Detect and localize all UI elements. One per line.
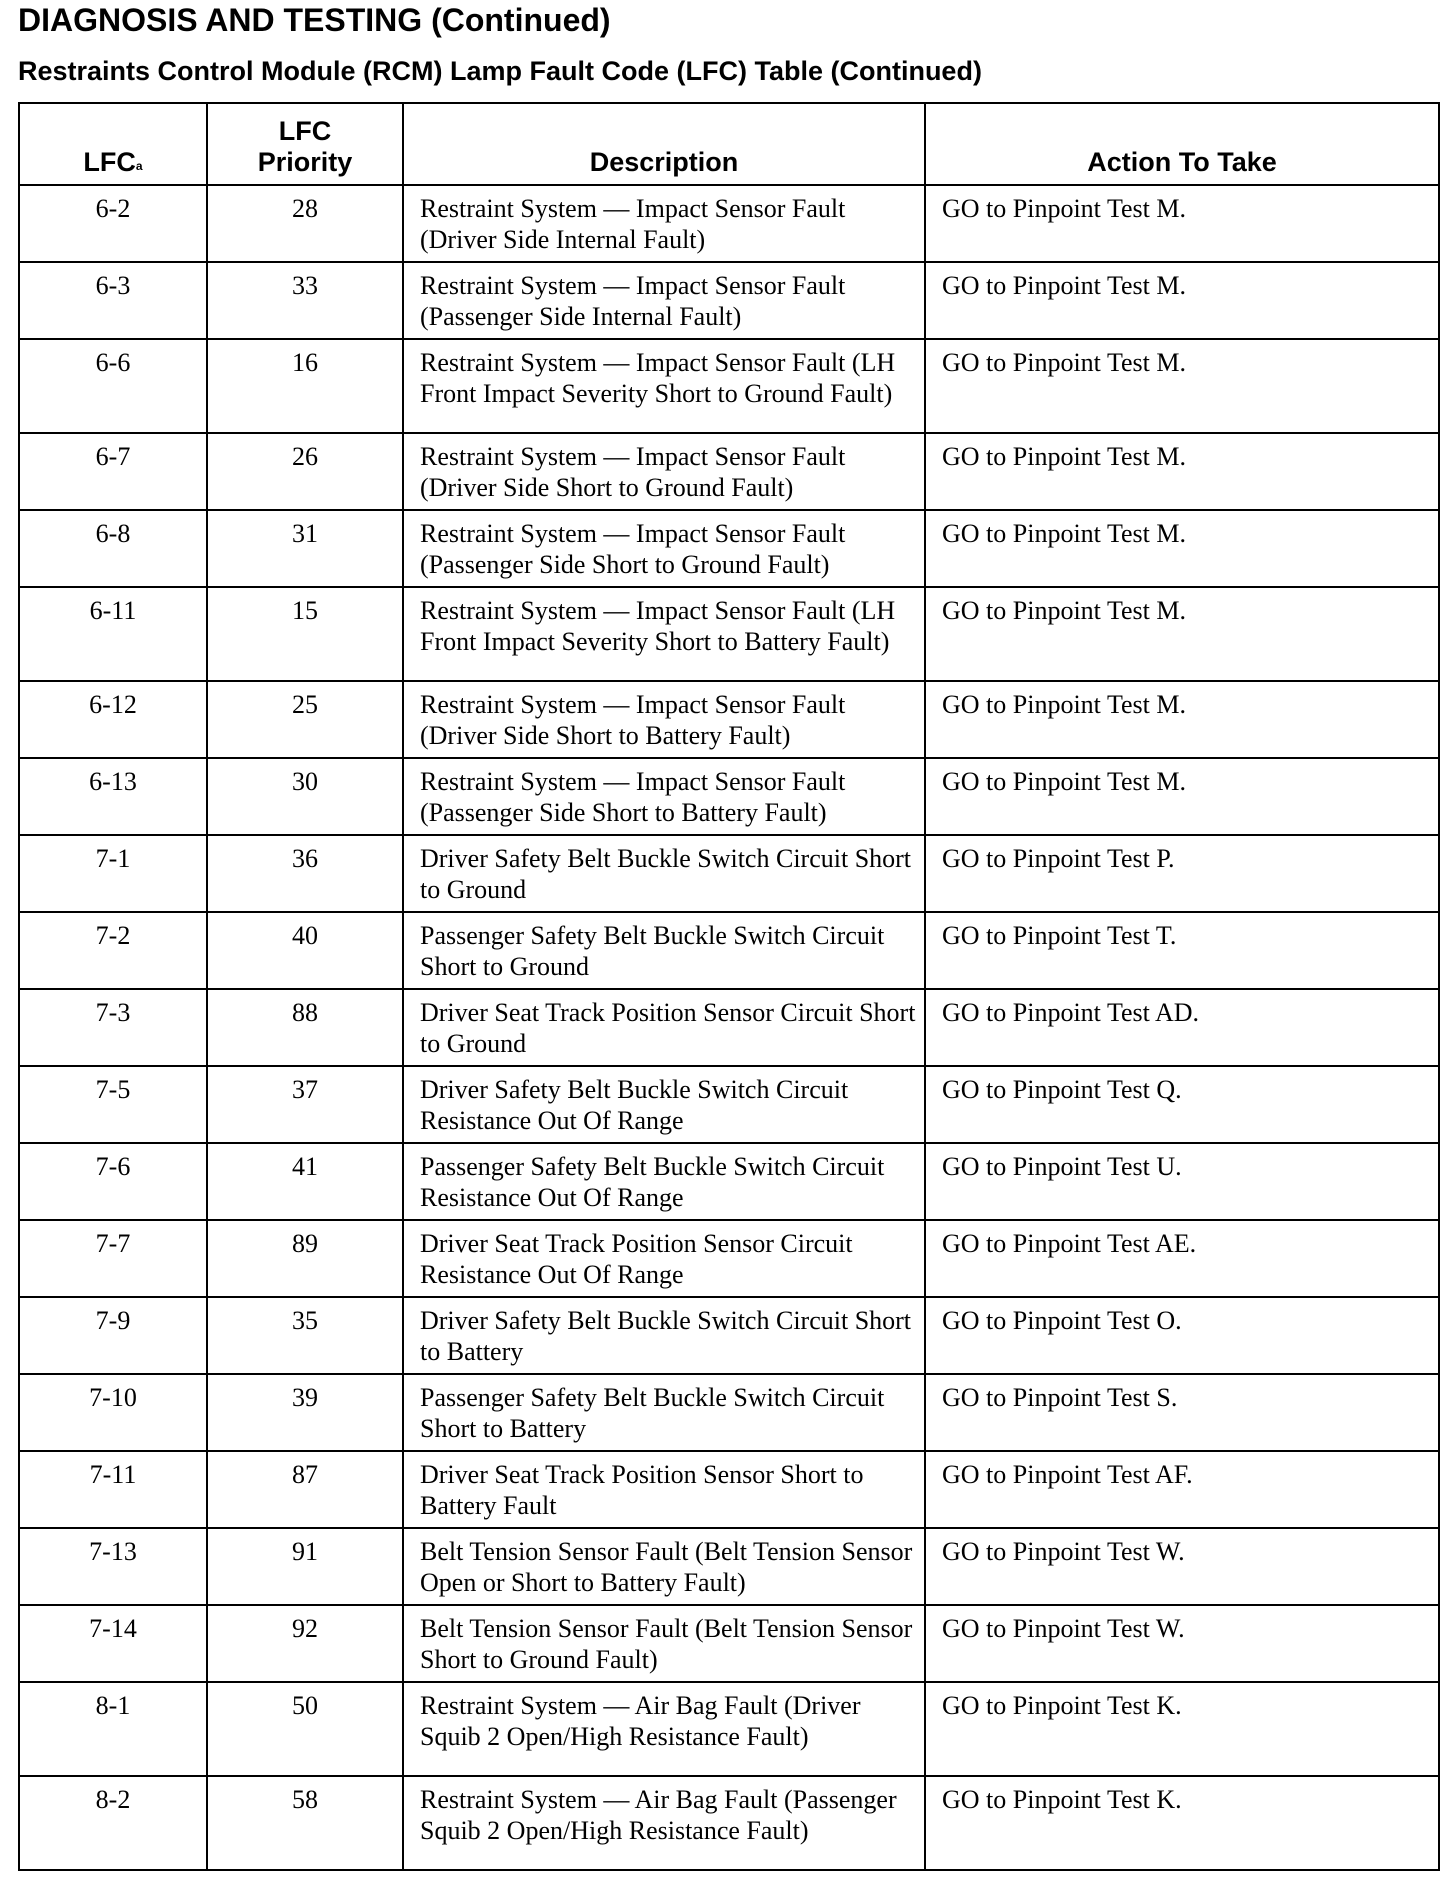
cell-priority: 15 <box>207 587 403 681</box>
cell-action: GO to Pinpoint Test AD. <box>925 989 1439 1066</box>
cell-lfc: 7-3 <box>19 989 207 1066</box>
table-row <box>19 587 1439 681</box>
footnote-marker: a <box>135 159 143 173</box>
cell-description: Driver Seat Track Position Sensor Short to Battery Fault <box>403 1451 925 1528</box>
cell-action: GO to Pinpoint Test M. <box>925 433 1439 510</box>
table-row <box>19 835 1439 912</box>
cell-action: GO to Pinpoint Test M. <box>925 510 1439 587</box>
cell-description: Driver Safety Belt Buckle Switch Circuit Short to Ground <box>403 835 925 912</box>
table-row <box>19 1605 1439 1682</box>
cell-lfc: 6-6 <box>19 339 207 433</box>
cell-description: Restraint System — Impact Sensor Fault (Driver Side Short to Ground Fault) <box>403 433 925 510</box>
table-row <box>19 510 1439 587</box>
cell-action: GO to Pinpoint Test Q. <box>925 1066 1439 1143</box>
cell-action: GO to Pinpoint Test M. <box>925 339 1439 433</box>
cell-lfc: 7-1 <box>19 835 207 912</box>
table-row <box>19 1528 1439 1605</box>
cell-action: GO to Pinpoint Test AF. <box>925 1451 1439 1528</box>
cell-action: GO to Pinpoint Test P. <box>925 835 1439 912</box>
cell-priority: 50 <box>207 1682 403 1776</box>
cell-lfc: 7-9 <box>19 1297 207 1374</box>
cell-action: GO to Pinpoint Test K. <box>925 1682 1439 1776</box>
cell-lfc: 7-14 <box>19 1605 207 1682</box>
cell-priority: 30 <box>207 758 403 835</box>
cell-description: Restraint System — Air Bag Fault (Driver Squib 2 Open/High Resistance Fault) <box>403 1682 925 1776</box>
cell-description: Restraint System — Impact Sensor Fault (Driver Side Internal Fault) <box>403 185 925 262</box>
cell-priority: 92 <box>207 1605 403 1682</box>
cell-description: Restraint System — Impact Sensor Fault (Passenger Side Internal Fault) <box>403 262 925 339</box>
cell-lfc: 6-8 <box>19 510 207 587</box>
cell-priority: 40 <box>207 912 403 989</box>
cell-action: GO to Pinpoint Test M. <box>925 587 1439 681</box>
cell-lfc: 7-13 <box>19 1528 207 1605</box>
page-title: DIAGNOSIS AND TESTING (Continued) <box>18 2 611 38</box>
table-row <box>19 1066 1439 1143</box>
cell-action: GO to Pinpoint Test M. <box>925 681 1439 758</box>
cell-lfc: 7-10 <box>19 1374 207 1451</box>
cell-lfc: 7-11 <box>19 1451 207 1528</box>
cell-priority: 16 <box>207 339 403 433</box>
cell-description: Belt Tension Sensor Fault (Belt Tension Sensor Open or Short to Battery Fault) <box>403 1528 925 1605</box>
cell-description: Passenger Safety Belt Buckle Switch Circuit Short to Ground <box>403 912 925 989</box>
cell-action: GO to Pinpoint Test M. <box>925 262 1439 339</box>
table-row <box>19 1220 1439 1297</box>
cell-priority: 37 <box>207 1066 403 1143</box>
table-row <box>19 339 1439 433</box>
cell-lfc: 6-7 <box>19 433 207 510</box>
cell-lfc: 7-2 <box>19 912 207 989</box>
cell-description: Restraint System — Impact Sensor Fault (LH Front Impact Severity Short to Ground Fault) <box>403 339 925 433</box>
cell-priority: 26 <box>207 433 403 510</box>
table-row <box>19 1374 1439 1451</box>
table-row <box>19 1143 1439 1220</box>
cell-priority: 41 <box>207 1143 403 1220</box>
cell-description: Restraint System — Air Bag Fault (Passenger Squib 2 Open/High Resistance Fault) <box>403 1776 925 1870</box>
table-row <box>19 1776 1439 1870</box>
cell-lfc: 6-11 <box>19 587 207 681</box>
cell-action: GO to Pinpoint Test S. <box>925 1374 1439 1451</box>
cell-lfc: 8-2 <box>19 1776 207 1870</box>
cell-priority: 25 <box>207 681 403 758</box>
cell-description: Restraint System — Impact Sensor Fault (Passenger Side Short to Ground Fault) <box>403 510 925 587</box>
cell-description: Driver Safety Belt Buckle Switch Circuit Resistance Out Of Range <box>403 1066 925 1143</box>
column-header-action: Action To Take <box>925 103 1439 185</box>
cell-lfc: 8-1 <box>19 1682 207 1776</box>
cell-description: Driver Seat Track Position Sensor Circuit Resistance Out Of Range <box>403 1220 925 1297</box>
cell-action: GO to Pinpoint Test T. <box>925 912 1439 989</box>
cell-description: Restraint System — Impact Sensor Fault (LH Front Impact Severity Short to Battery Fault) <box>403 587 925 681</box>
cell-priority: 87 <box>207 1451 403 1528</box>
table-row <box>19 681 1439 758</box>
cell-priority: 91 <box>207 1528 403 1605</box>
cell-priority: 36 <box>207 835 403 912</box>
cell-action: GO to Pinpoint Test U. <box>925 1143 1439 1220</box>
cell-action: GO to Pinpoint Test AE. <box>925 1220 1439 1297</box>
table-row <box>19 1451 1439 1528</box>
cell-priority: 28 <box>207 185 403 262</box>
lfc-table <box>18 102 1440 1871</box>
cell-action: GO to Pinpoint Test K. <box>925 1776 1439 1870</box>
table-row <box>19 758 1439 835</box>
cell-priority: 33 <box>207 262 403 339</box>
cell-lfc: 7-7 <box>19 1220 207 1297</box>
column-header-priority-line1: LFC <box>278 116 332 146</box>
table-title: Restraints Control Module (RCM) Lamp Fault Code (LFC) Table (Continued) <box>18 56 982 86</box>
cell-description: Restraint System — Impact Sensor Fault (Driver Side Short to Battery Fault) <box>403 681 925 758</box>
column-header-lfc-label: LFC <box>83 147 136 177</box>
column-header-priority <box>207 103 403 185</box>
column-header-priority-line2: Priority <box>257 147 353 177</box>
cell-lfc: 7-5 <box>19 1066 207 1143</box>
table-row <box>19 262 1439 339</box>
cell-action: GO to Pinpoint Test W. <box>925 1528 1439 1605</box>
cell-description: Passenger Safety Belt Buckle Switch Circuit Short to Battery <box>403 1374 925 1451</box>
table-row <box>19 912 1439 989</box>
cell-action: GO to Pinpoint Test O. <box>925 1297 1439 1374</box>
cell-lfc: 7-6 <box>19 1143 207 1220</box>
cell-description: Passenger Safety Belt Buckle Switch Circuit Resistance Out Of Range <box>403 1143 925 1220</box>
cell-description: Belt Tension Sensor Fault (Belt Tension Sensor Short to Ground Fault) <box>403 1605 925 1682</box>
cell-description: Restraint System — Impact Sensor Fault (Passenger Side Short to Battery Fault) <box>403 758 925 835</box>
table-body <box>19 185 1439 1870</box>
cell-action: GO to Pinpoint Test W. <box>925 1605 1439 1682</box>
table-row <box>19 1682 1439 1776</box>
cell-lfc: 6-12 <box>19 681 207 758</box>
column-header-lfc <box>19 103 207 185</box>
cell-lfc: 6-3 <box>19 262 207 339</box>
cell-priority: 39 <box>207 1374 403 1451</box>
cell-description: Driver Safety Belt Buckle Switch Circuit Short to Battery <box>403 1297 925 1374</box>
cell-lfc: 6-2 <box>19 185 207 262</box>
table-row <box>19 989 1439 1066</box>
cell-priority: 58 <box>207 1776 403 1870</box>
table-row <box>19 1297 1439 1374</box>
cell-priority: 89 <box>207 1220 403 1297</box>
cell-lfc: 6-13 <box>19 758 207 835</box>
cell-priority: 88 <box>207 989 403 1066</box>
table-row <box>19 433 1439 510</box>
column-header-description: Description <box>403 103 925 185</box>
cell-description: Driver Seat Track Position Sensor Circuit Short to Ground <box>403 989 925 1066</box>
cell-priority: 35 <box>207 1297 403 1374</box>
cell-priority: 31 <box>207 510 403 587</box>
cell-action: GO to Pinpoint Test M. <box>925 185 1439 262</box>
cell-action: GO to Pinpoint Test M. <box>925 758 1439 835</box>
table-row <box>19 185 1439 262</box>
table-header-row <box>19 103 1439 185</box>
